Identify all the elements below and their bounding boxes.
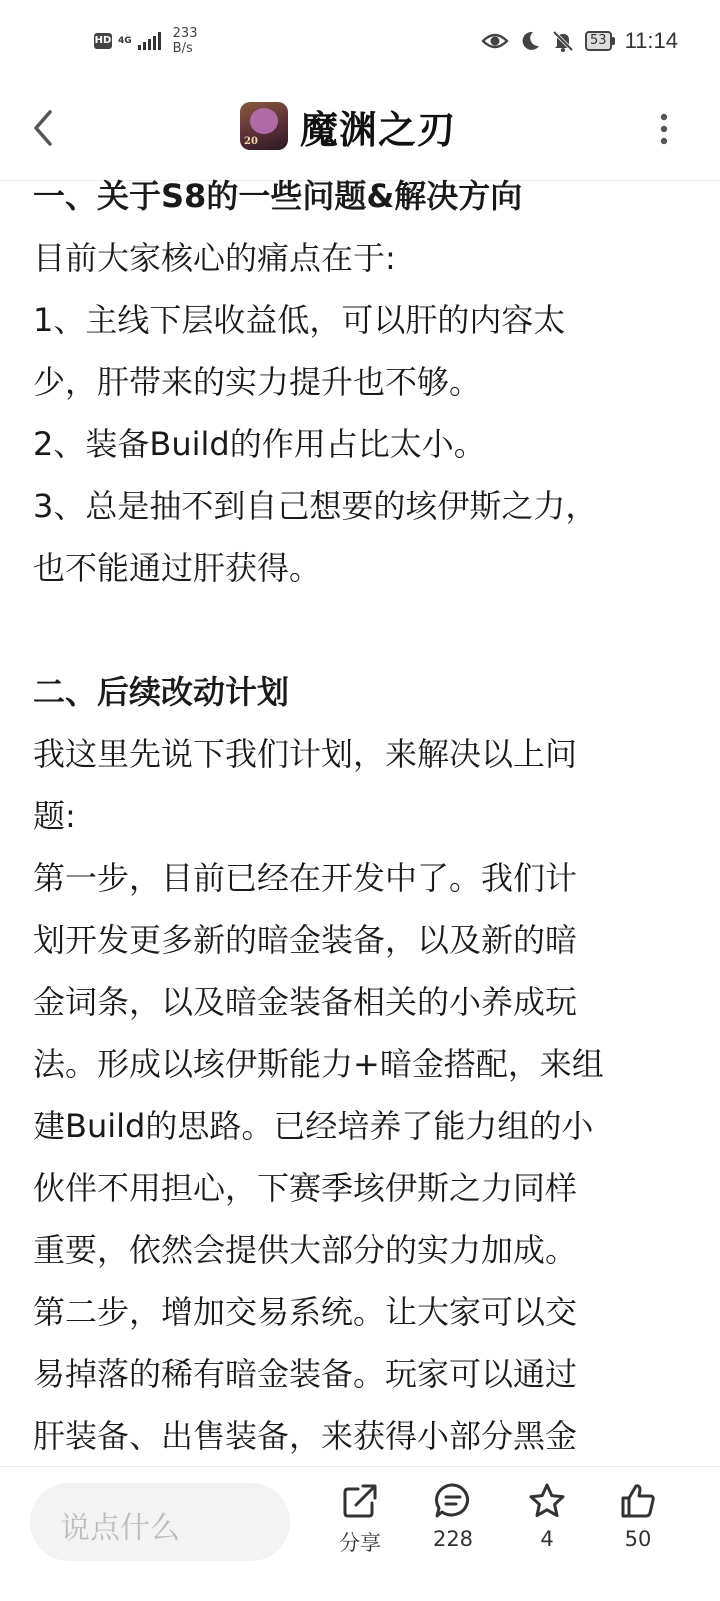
paragraph-line: 题: (33, 797, 76, 835)
back-arrow-icon[interactable] (28, 108, 58, 148)
bottom-action-bar (0, 1466, 720, 1601)
network-speed (173, 26, 198, 56)
status-right (481, 28, 678, 54)
paragraph-line: 也不能通过肝获得。 (33, 549, 322, 587)
battery-indicator (585, 31, 615, 51)
moon-icon (519, 30, 541, 52)
paragraph-line: 易掉落的稀有暗金装备。玩家可以通过 (33, 1355, 578, 1393)
battery-level: 53 (585, 31, 612, 51)
network-type: 4G (118, 35, 132, 46)
paragraph-line: 3、总是抽不到自己想要的垓伊斯之力， (33, 487, 598, 525)
share-icon (340, 1481, 380, 1521)
app-icon-badge: 20 (244, 136, 258, 147)
paragraph-line: 2、装备Build的作用占比太小。 (33, 425, 486, 463)
hd-badge: HD (94, 33, 112, 49)
paragraph-line: 划开发更多新的暗金装备，以及新的暗 (33, 921, 578, 959)
app-icon (240, 102, 288, 150)
article-body (33, 170, 685, 1466)
app-icon-artwork (250, 108, 278, 134)
eye-icon (481, 31, 509, 51)
paragraph-line: 我这里先说下我们计划，来解决以上问 (33, 735, 578, 773)
bell-off-icon (551, 29, 575, 53)
comment-input[interactable] (30, 1483, 290, 1561)
paragraph-line: 重要，依然会提供大部分的实力加成。 (33, 1231, 578, 1269)
speed-unit: B/s (172, 41, 193, 56)
paragraph-line: 1、主线下层收益低，可以肝的内容太 (33, 301, 566, 339)
paragraph-line: 第一步，目前已经在开发中了。我们计 (33, 859, 578, 897)
paragraph-line: 法。形成以垓伊斯能力+暗金搭配，来组 (33, 1045, 604, 1083)
section-heading: 二、后续改动计划 (33, 673, 290, 711)
section-heading: 一、关于S8的一些问题&解决方向 (33, 177, 523, 215)
paragraph-line: 伙伴不用担心，下赛季垓伊斯之力同样 (33, 1169, 578, 1207)
paragraph-line: 目前大家核心的痛点在于: (33, 239, 396, 277)
like-count: 50 (624, 1527, 652, 1551)
app-title-group[interactable] (240, 100, 456, 152)
more-options-icon[interactable] (656, 112, 672, 146)
favorite-button[interactable] (507, 1481, 587, 1551)
comment-placeholder: 说点什么 (60, 1511, 180, 1546)
battery-tip (612, 37, 615, 45)
page-title: 魔渊之刃 (300, 107, 457, 152)
share-label: 分享 (339, 1531, 381, 1555)
paragraph-spacer (33, 599, 685, 661)
speed-value: 233 (172, 26, 198, 41)
comment-icon (433, 1481, 473, 1521)
title-bar (0, 88, 720, 181)
comment-button[interactable] (413, 1481, 493, 1551)
share-button[interactable] (320, 1481, 400, 1557)
favorite-count: 4 (540, 1527, 554, 1551)
paragraph-line: 建Build的思路。已经培养了能力组的小 (33, 1107, 594, 1145)
paragraph-line: 肝装备、出售装备，来获得小部分黑金 (33, 1417, 578, 1455)
paragraph-line: 第二步，增加交易系统。让大家可以交 (33, 1293, 578, 1331)
star-icon (527, 1481, 567, 1521)
thumbs-up-icon (618, 1481, 658, 1521)
status-left (94, 26, 197, 56)
status-bar (0, 0, 720, 88)
clock: 11:14 (624, 28, 678, 53)
paragraph-line: 少，肝带来的实力提升也不够。 (33, 363, 482, 401)
like-button[interactable] (598, 1481, 678, 1551)
comment-count: 228 (432, 1527, 474, 1551)
paragraph-line: 金词条，以及暗金装备相关的小养成玩 (33, 983, 578, 1021)
signal-icon (138, 32, 161, 50)
